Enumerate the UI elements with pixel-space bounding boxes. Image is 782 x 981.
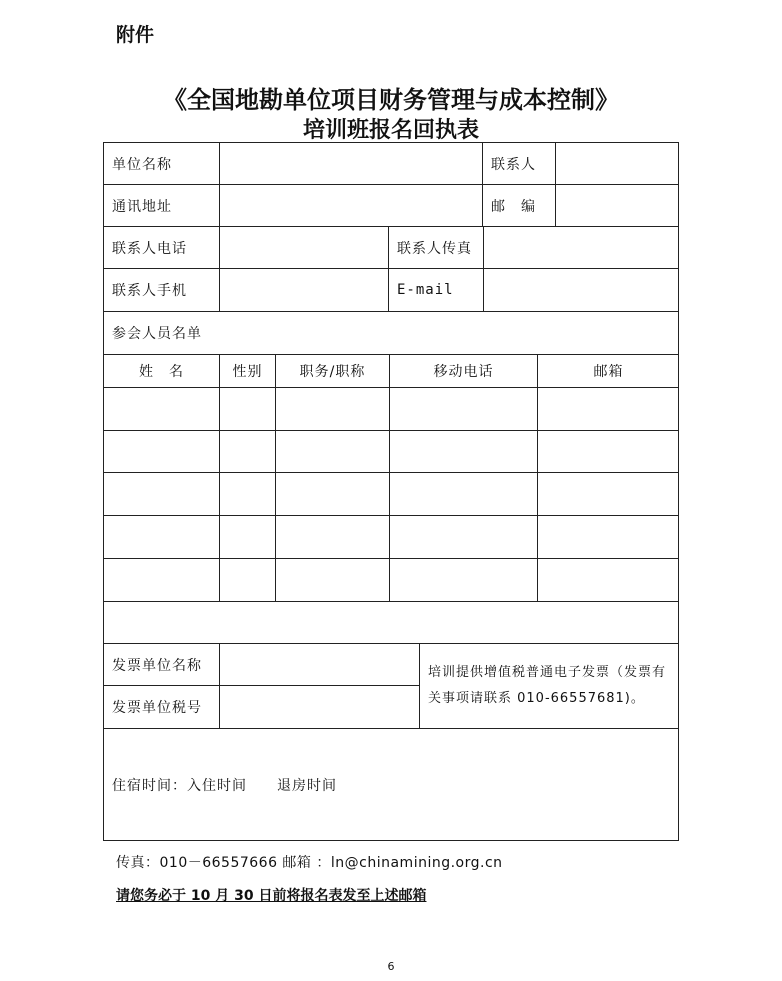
- attendee-email-cell[interactable]: [537, 430, 679, 472]
- page-number: 6: [387, 960, 395, 973]
- attendee-email-cell[interactable]: [537, 387, 679, 430]
- attendee-mobile-cell[interactable]: [389, 472, 537, 515]
- postcode-label: 邮 编: [482, 184, 555, 226]
- lodging-time-label: 住宿时间：入住时间 退房时间: [112, 778, 337, 794]
- contact-mobile-label: 联系人手机: [103, 268, 219, 311]
- attendee-title-cell[interactable]: [275, 558, 389, 601]
- attendee-email-cell[interactable]: [537, 515, 679, 558]
- registration-form-table: [103, 142, 679, 841]
- attendee-name-cell[interactable]: [103, 387, 219, 430]
- attendee-title-cell[interactable]: [275, 387, 389, 430]
- invoice-note: [419, 643, 679, 728]
- attendee-gender-cell[interactable]: [219, 472, 275, 515]
- postcode-input[interactable]: [555, 184, 679, 226]
- attendee-mobile-cell[interactable]: [389, 558, 537, 601]
- invoice-note-line2: 关事项请联系 010-66557681)。: [428, 691, 645, 706]
- attendee-gender-cell[interactable]: [219, 515, 275, 558]
- attendee-title-cell[interactable]: [275, 515, 389, 558]
- email-label: E-mail: [388, 268, 483, 311]
- invoice-note-line1: 培训提供增值税普通电子发票（发票有: [428, 665, 667, 680]
- attendee-mobile-cell[interactable]: [389, 430, 537, 472]
- col-email-header: 邮箱: [537, 354, 679, 387]
- attendee-gender-cell[interactable]: [219, 430, 275, 472]
- attendee-mobile-cell[interactable]: [389, 515, 537, 558]
- attendee-name-cell[interactable]: [103, 430, 219, 472]
- email-input[interactable]: [483, 268, 679, 311]
- contact-phone-label: 联系人电话: [103, 226, 219, 268]
- attendee-name-cell[interactable]: [103, 515, 219, 558]
- address-input[interactable]: [219, 184, 482, 226]
- invoice-tax-label: 发票单位税号: [103, 685, 219, 728]
- form-title: 《全国地勘单位项目财务管理与成本控制》: [163, 85, 619, 114]
- col-mobile-header: 移动电话: [389, 354, 537, 387]
- form-subtitle: 培训班报名回执表: [302, 117, 479, 143]
- col-title-header: 职务/职称: [275, 354, 389, 387]
- contact-info: 传真：010－66557666 邮箱 ：ln@chinamining.org.cn: [116, 855, 503, 871]
- attendee-name-cell[interactable]: [103, 472, 219, 515]
- deadline-note: 请您务必于 10 月 30 日前将报名表发至上述邮箱: [116, 888, 427, 904]
- attendee-gender-cell[interactable]: [219, 558, 275, 601]
- contact-fax-label: 联系人传真: [388, 226, 483, 268]
- attendee-gender-cell[interactable]: [219, 387, 275, 430]
- attendee-email-cell[interactable]: [537, 558, 679, 601]
- contact-fax-input[interactable]: [483, 226, 679, 268]
- attendees-section-label: 参会人员名单: [103, 311, 679, 354]
- contact-input[interactable]: [555, 142, 679, 184]
- attendee-title-cell[interactable]: [275, 472, 389, 515]
- attendee-email-cell[interactable]: [537, 472, 679, 515]
- attendee-mobile-cell[interactable]: [389, 387, 537, 430]
- contact-phone-input[interactable]: [219, 226, 388, 268]
- invoice-tax-input[interactable]: [219, 685, 419, 728]
- address-label: 通讯地址: [103, 184, 219, 226]
- attendee-title-cell[interactable]: [275, 430, 389, 472]
- attachment-label: 附件: [116, 24, 155, 46]
- unit-name-input[interactable]: [219, 142, 482, 184]
- col-name-header: 姓 名: [103, 354, 219, 387]
- invoice-unit-label: 发票单位名称: [103, 643, 219, 685]
- col-gender-header: 性别: [219, 354, 275, 387]
- invoice-unit-input[interactable]: [219, 643, 419, 685]
- contact-label: 联系人: [482, 142, 555, 184]
- attendee-name-cell[interactable]: [103, 558, 219, 601]
- contact-mobile-input[interactable]: [219, 268, 388, 311]
- lodging-time-field[interactable]: [103, 728, 679, 841]
- blank-row: [103, 601, 679, 643]
- unit-name-label: 单位名称: [103, 142, 219, 184]
